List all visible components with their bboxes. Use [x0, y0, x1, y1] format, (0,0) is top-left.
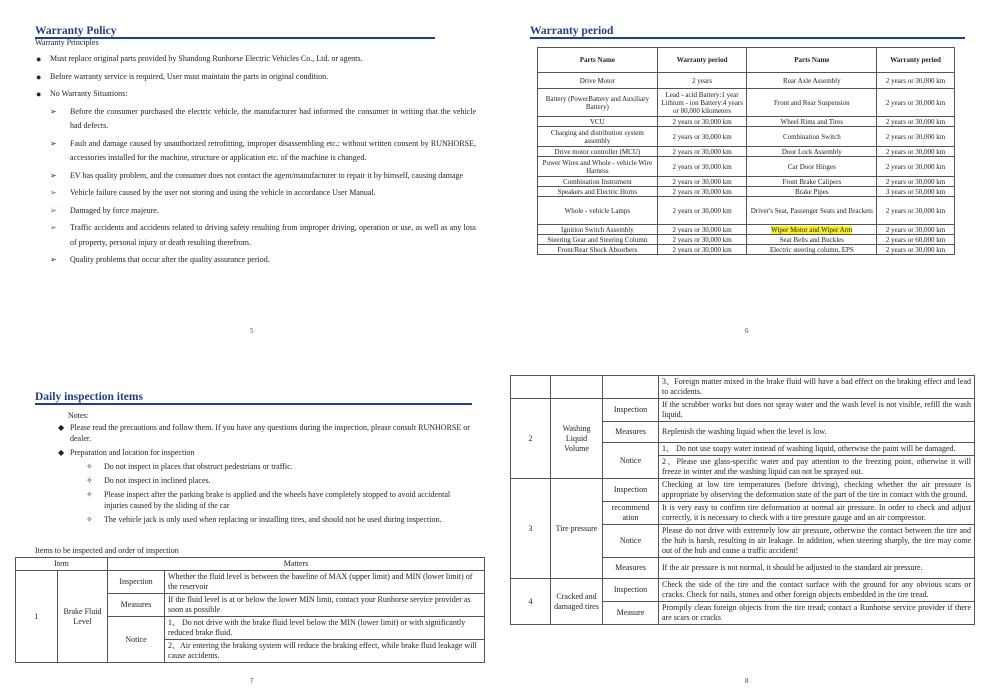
- table-row: [538, 157, 955, 177]
- inspection-label: Inspection: [603, 399, 659, 422]
- list-item: [36, 137, 476, 166]
- parts-name-cell: [747, 235, 877, 245]
- parts-name-cell: [538, 157, 658, 177]
- list-item-text: Do not inspect in inclined places.: [104, 476, 211, 485]
- warranty-period-cell: [657, 73, 747, 89]
- parts-name-cell: [538, 245, 658, 255]
- table-row: [538, 73, 955, 89]
- inspection-label: Inspection: [108, 571, 165, 594]
- list-item: [36, 87, 476, 102]
- item-name: Tire pressure: [551, 479, 603, 579]
- cell-text: 2 years or 30,000 km: [672, 187, 732, 196]
- inspection-text: If the scrubber works but does not spray water and the wash level is not visible, refill the wash liquid.: [659, 399, 975, 422]
- parts-name-cell: [747, 225, 877, 235]
- warranty-period-cell: [877, 235, 955, 245]
- parts-name-cell: [538, 117, 658, 127]
- cell-text: Charging and distribution system assembly: [550, 128, 644, 145]
- list-item-text: Quality problems that occur after the quality assurance period.: [70, 255, 270, 264]
- cell-text: VCU: [589, 117, 605, 126]
- section-subtitle: Warranty Principles: [35, 38, 99, 47]
- table-row: [538, 197, 955, 225]
- cell-text: Steering Gear and Steering Column: [547, 235, 648, 244]
- table-row: [538, 117, 955, 127]
- recommendation-text: It is very easy to confirm tire deformation at normal air pressure. In order to check and adjust correctly, it is necessary to check with a tire pressure gauge and an air compressor.: [659, 502, 975, 525]
- header-parts-name: Parts Name: [538, 48, 658, 73]
- cell-text: 2 years or 30,000 km: [672, 132, 732, 141]
- cell-text: Drive motor controller (MCU): [554, 147, 641, 156]
- bullet-icon: ●: [36, 89, 42, 99]
- list-item: [36, 186, 476, 201]
- cell-text: Car Door Hinges: [787, 162, 836, 171]
- table-row: [511, 579, 975, 602]
- list-item: [36, 70, 476, 85]
- table-row: [538, 89, 955, 117]
- header-matters: Matters: [108, 558, 485, 571]
- bullet-icon: ◆: [58, 423, 65, 432]
- page-number: 5: [250, 327, 254, 335]
- title-rule: [35, 403, 472, 405]
- warranty-period-cell: [877, 117, 955, 127]
- item-name: Brake Fluid Level: [58, 571, 108, 663]
- parts-name-cell: [747, 177, 877, 187]
- warranty-period-cell: [877, 147, 955, 157]
- measure-label: Measure: [603, 602, 659, 625]
- list-item: [36, 169, 476, 184]
- item-number: 1: [16, 571, 58, 663]
- warranty-period-cell: [877, 177, 955, 187]
- list-item: [36, 221, 476, 250]
- cell-text: 2 years or 30,000 km: [672, 117, 732, 126]
- bullet-icon: ✧: [86, 476, 93, 485]
- warranty-period-cell: [657, 187, 747, 197]
- item-name: Cracked and damaged tires: [551, 579, 603, 625]
- warranty-period-cell: [657, 235, 747, 245]
- page-6: [495, 0, 990, 350]
- list-item: [58, 461, 476, 472]
- parts-name-cell: [538, 235, 658, 245]
- parts-name-cell: [747, 89, 877, 117]
- cell-text: 2 years or 30,000 km: [672, 235, 732, 244]
- list-item-text: The vehicle jack is only used when replacing or installing tires, and should not be used during inspection.: [104, 515, 442, 524]
- cell-text: Wiper Motor and Wiper Arm: [771, 225, 853, 234]
- cell-text: Ignition Switch Assembly: [560, 225, 634, 234]
- cell-text: 3 years or 50,000 km: [885, 187, 946, 196]
- bullet-icon: ➢: [50, 188, 57, 197]
- warranty-period-cell: [657, 225, 747, 235]
- warranty-period-cell: [877, 73, 955, 89]
- bullet-icon: ●: [36, 71, 42, 82]
- warranty-principles-list: [36, 52, 476, 271]
- list-item: [58, 475, 476, 486]
- cell-text: Speakers and Electric Horns: [557, 187, 638, 196]
- page-5: [0, 0, 495, 350]
- warranty-period-cell: [877, 157, 955, 177]
- inspection-label: Inspection: [603, 479, 659, 502]
- warranty-period-cell: [877, 127, 955, 147]
- parts-name-cell: [747, 187, 877, 197]
- list-item-text: EV has quality problem, and the consumer does not contact the agent/manufacturer to repair it by himself, causing damage: [70, 170, 464, 180]
- warranty-period-table: [537, 47, 955, 255]
- notice-text: 2、Air entering the braking system will reduce the braking effect, while brake fluid leakage will cause accidents.: [165, 640, 485, 663]
- bullet-icon: ●: [36, 54, 42, 64]
- list-item-text: Please inspect after the parking brake is applied and the wheels have completely stopped to avoid accidental injuries caused by the sliding of the car: [104, 490, 451, 510]
- list-item: [36, 52, 476, 67]
- list-item-text: Do not inspect in places that obstruct pedestrians or traffic.: [104, 462, 293, 471]
- list-item-text: Before the consumer purchased the electric vehicle, the manufacturer had informed the consumer in writing that the vehicle had defects.: [70, 106, 476, 130]
- cell-text: Power Wires and Whole - vehicle Wire Harness: [542, 158, 653, 175]
- bullet-icon: ✧: [86, 515, 93, 524]
- cell-text: 2 years or 30,000 km: [885, 245, 946, 254]
- table-row: [511, 479, 975, 502]
- cell-text: 2 years or 30,000 km: [672, 177, 732, 186]
- notice-label: Notice: [603, 525, 659, 558]
- cell-text: 2 years: [692, 76, 713, 85]
- cell-text: Seat Belts and Buckles: [779, 235, 844, 244]
- list-item: [58, 514, 476, 525]
- parts-name-cell: [747, 73, 877, 89]
- title-rule: [530, 37, 965, 39]
- parts-name-cell: [747, 127, 877, 147]
- bullet-icon: ➢: [50, 255, 57, 264]
- table-header-row: [538, 48, 955, 73]
- recommendation-label: recommend ation: [603, 502, 659, 525]
- table-caption: Items to be inspected and order of inspection: [35, 546, 179, 555]
- cell-text: 2 years or 30,000 km: [885, 206, 946, 215]
- parts-name-cell: [747, 117, 877, 127]
- cell-text: 2 years or 30,000 km: [672, 245, 732, 254]
- warranty-period-cell: [657, 245, 747, 255]
- parts-name-cell: [747, 147, 877, 157]
- notice-label: Notice: [108, 617, 165, 663]
- warranty-period-cell: [877, 245, 955, 255]
- warranty-period-cell: [877, 89, 955, 117]
- parts-name-cell: [747, 157, 877, 177]
- measures-label: Measures: [603, 422, 659, 443]
- table-row: [16, 571, 485, 594]
- notice-text: Please do not drive with extremely low air pressure, otherwise the contact between the tire and the hub is harsh, resulting in air leakage. In addition, when steering sharply, the tire may come out of the hub and cause a traffic accident!: [659, 525, 975, 558]
- table-row: [511, 399, 975, 422]
- inspection-text: Checking at low tire temperatures (before driving), checking whether the air pressure is appropriate by observing the deformation state of the part of the tire in contact with the ground.: [659, 479, 975, 502]
- item-name: Washing Liquid Volume: [551, 399, 603, 479]
- notes-label: Notes:: [68, 411, 89, 420]
- table-row: [538, 127, 955, 147]
- list-item: [58, 489, 476, 511]
- section-title: Warranty period: [530, 25, 614, 37]
- list-item-text: Must replace original parts provided by Shandong Runhorse Electric Vehicles Co., Ltd. or agents.: [50, 54, 363, 63]
- list-item-text: Fault and damage caused by unauthorized retrofitting, improper disassembling etc.: without written consent by RUNHORSE, accessories installed for the machine, structure or application etc. of the machine is changed.: [70, 138, 476, 162]
- cell-text: Front Brake Calipers: [782, 177, 842, 186]
- cell-text: 2 years or 30,000 km: [885, 162, 946, 171]
- parts-name-cell: [538, 177, 658, 187]
- list-item-text: Damaged by force majeure.: [70, 205, 159, 215]
- cell-text: Door Lock Assembly: [781, 147, 842, 156]
- warranty-period-cell: [877, 187, 955, 197]
- cell-text: 2 years or 30,000 km: [672, 162, 732, 171]
- table-row: [538, 245, 955, 255]
- measure-text: Promptly clean foreign objects from the tire tread; contact a Runhorse service provider if there are scars or cracks: [659, 602, 975, 625]
- cell-text: 2 years or 30,000 km: [885, 76, 946, 85]
- warranty-period-cell: [657, 89, 747, 117]
- bullet-icon: ➢: [50, 106, 57, 116]
- header-item: Item: [16, 558, 108, 571]
- table-row: [538, 225, 955, 235]
- page-7: [0, 350, 495, 700]
- list-item-text: Preparation and location for inspection: [70, 448, 195, 457]
- cell-text: 2 years or 30,000 km: [885, 177, 946, 186]
- inspection-label: Inspection: [603, 579, 659, 602]
- section-title: Daily inspection items: [35, 391, 143, 403]
- header-warranty-period: Warranty period: [877, 48, 955, 73]
- cell-text: Brake Pipes: [794, 187, 829, 196]
- item-number: 2: [511, 399, 551, 479]
- list-item-text: Vehicle failure caused by the user not storing and using the vehicle in accordance User Manual.: [70, 188, 376, 197]
- header-parts-name: Parts Name: [747, 48, 877, 73]
- table-row: [538, 187, 955, 197]
- parts-name-cell: [747, 197, 877, 225]
- bullet-icon: ➢: [50, 170, 57, 180]
- parts-name-cell: [538, 127, 658, 147]
- notice-label: Notice: [603, 443, 659, 479]
- table-row: [538, 235, 955, 245]
- cell-text: Drive Motor: [579, 76, 615, 85]
- parts-name-cell: [538, 89, 658, 117]
- warranty-period-cell: [657, 197, 747, 225]
- table-header-row: [16, 558, 485, 571]
- cell-text: Wheel Rims and Tires: [780, 117, 844, 126]
- measures-label: Measures: [603, 558, 659, 579]
- bullet-icon: ➢: [50, 205, 57, 215]
- notice-text: 1、 Do not drive with the brake fluid level below the MIN (lower limit) or with significantly reduced brake fluid.: [165, 617, 485, 640]
- cell-text: 2 years or 60,000 km: [885, 235, 946, 244]
- bullet-icon: ✧: [86, 490, 93, 499]
- list-item-text: Before warranty service is required, User must maintain the parts in original condition.: [50, 71, 329, 81]
- list-item: [36, 253, 476, 268]
- cell-text: 2 years or 30,000 km: [885, 98, 946, 107]
- cell-text: Electric steering column, EPS: [769, 245, 854, 254]
- cell-text: 2 years or 30,000 km: [885, 117, 946, 126]
- inspection-table-continued: [510, 375, 975, 625]
- page-number: 6: [745, 327, 749, 335]
- parts-name-cell: [538, 187, 658, 197]
- bullet-icon: ➢: [50, 223, 57, 232]
- measures-text: If the air pressure is not normal, it should be adjusted to the standard air pressure.: [659, 558, 975, 579]
- cell-text: 2 years or 30,000 km: [672, 147, 732, 156]
- item-number: 3: [511, 479, 551, 579]
- list-item-text: No Warranty Situations:: [50, 89, 128, 98]
- warranty-period-cell: [657, 157, 747, 177]
- inspection-table: [15, 557, 485, 663]
- notice-text: 2、Please use glass-specific water and pay attention to the freezing point, otherwise it will freeze in winter and the washing liquid can not be sprayed out.: [659, 456, 975, 479]
- cell-text: Whole - vehicle Lamps: [564, 206, 631, 215]
- section-title: Warranty Policy: [35, 25, 117, 37]
- notice-text: 1、 Do not use soapy water instead of washing liquid, otherwise the paint will be damaged.: [659, 443, 975, 456]
- list-item: [58, 422, 476, 444]
- table-row: [538, 147, 955, 157]
- measures-label: Measures: [108, 594, 165, 617]
- parts-name-cell: [538, 73, 658, 89]
- list-item: [58, 447, 476, 458]
- list-item-text: Traffic accidents and accidents related to driving safety resulting from improper driving, operation or use, as well as any loss of property, personal injury or death resulting therefrom.: [70, 223, 476, 247]
- cell-text: Lead - acid Battery:1 year Lithium - ion Battery:4 years or 80,000 kilometers: [661, 90, 743, 115]
- inspection-notes-list: [58, 422, 476, 528]
- measures-text: If the fluid level is at or below the lower MIN limit, contact your Runhorse service provider as soon as possible: [165, 594, 485, 617]
- warranty-period-cell: [657, 117, 747, 127]
- cell-text: 2 years or 30,000 km: [672, 225, 732, 234]
- page-number: 7: [250, 677, 254, 685]
- cell-text: Combination Switch: [782, 132, 841, 141]
- cell-text: 2 years or 30,000 km: [885, 225, 946, 234]
- warranty-period-cell: [657, 127, 747, 147]
- list-item: [36, 105, 476, 134]
- cell-text: Rear Axle Assembly: [783, 76, 841, 85]
- item-number: 4: [511, 579, 551, 625]
- warranty-period-cell: [877, 197, 955, 225]
- table-row: [538, 177, 955, 187]
- measures-text: Replenish the washing liquid when the level is low.: [659, 422, 975, 443]
- parts-name-cell: [538, 225, 658, 235]
- brake-note-3: 3、Foreign matter mixed in the brake fluid will have a bad effect on the braking effect and lead to accidents.: [659, 376, 975, 399]
- cell-text: 2 years or 30,000 km: [672, 206, 732, 215]
- parts-name-cell: [538, 147, 658, 157]
- bullet-icon: ➢: [50, 138, 57, 148]
- cell-text: Combination Instrument: [563, 177, 632, 186]
- warranty-period-cell: [657, 147, 747, 157]
- warranty-period-cell: [877, 225, 955, 235]
- cell-text: 2 years or 30,000 km: [885, 132, 946, 141]
- warranty-table-body: [538, 73, 955, 255]
- cell-text: Front and Rear Suspension: [773, 98, 850, 107]
- header-warranty-period: Warranty period: [657, 48, 747, 73]
- bullet-icon: ◆: [58, 448, 65, 457]
- page-number: 8: [745, 677, 749, 685]
- warranty-period-cell: [657, 177, 747, 187]
- list-item: [36, 204, 476, 219]
- page-8: [495, 350, 990, 700]
- cell-text: Front/Rear Shock Absorbers: [557, 245, 638, 254]
- table-row: [511, 376, 975, 399]
- cell-text: Driver's Seat, Passenger Seats and Brackets: [750, 206, 873, 215]
- list-item-text: Please read the precautions and follow them. If you have any questions during the inspection, please consult RUNHORSE or dealer.: [70, 423, 470, 443]
- parts-name-cell: [747, 245, 877, 255]
- cell-text: Battery (PowerBattery and Auxiliary Battery): [545, 94, 649, 111]
- parts-name-cell: [538, 197, 658, 225]
- inspection-text: Whether the fluid level is between the baseline of MAX (upper limit) and MIN (lower limit) of the reservoir: [165, 571, 485, 594]
- inspection-text: Check the side of the tire and the contact surface with the ground for any obvious scars or cracks. Check for nails, stones and other foreign objects embedded in the tire tread.: [659, 579, 975, 602]
- cell-text: 2 years or 30,000 km: [885, 147, 946, 156]
- bullet-icon: ✧: [86, 462, 93, 471]
